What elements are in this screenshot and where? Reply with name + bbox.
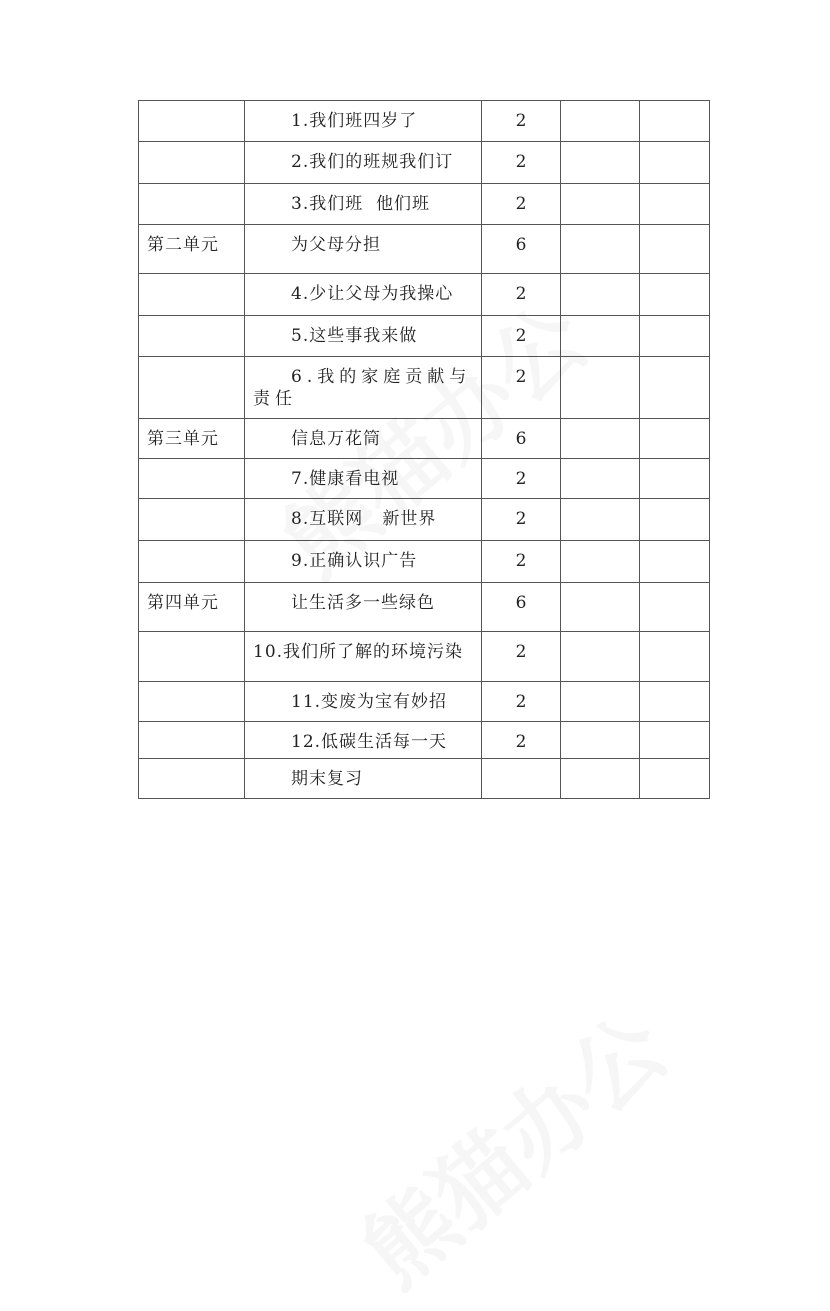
blank-cell [561, 541, 640, 583]
unit-cell: 第三单元 [139, 419, 245, 459]
hours-cell: 6 [482, 419, 561, 459]
lesson-cell: 让生活多一些绿色 [245, 583, 482, 632]
blank-cell [561, 722, 640, 759]
unit-cell: 第四单元 [139, 583, 245, 632]
lesson-cell: 3.我们班 他们班 [245, 184, 482, 225]
blank-cell [640, 583, 710, 632]
blank-cell [640, 682, 710, 722]
blank-cell [561, 499, 640, 541]
lesson-cell: 12.低碳生活每一天 [245, 722, 482, 759]
table-row [139, 225, 710, 274]
hours-cell: 2 [482, 316, 561, 357]
blank-cell [561, 583, 640, 632]
table-row [139, 499, 710, 541]
hours-cell: 2 [482, 499, 561, 541]
table-row [139, 541, 710, 583]
lesson-cell: 2.我们的班规我们订 [245, 142, 482, 184]
hours-cell: 2 [482, 184, 561, 225]
table-row [139, 274, 710, 316]
blank-cell [561, 274, 640, 316]
table-row [139, 142, 710, 184]
blank-cell [561, 101, 640, 142]
blank-cell [561, 225, 640, 274]
table-row [139, 632, 710, 682]
unit-cell [139, 357, 245, 419]
hours-cell: 2 [482, 541, 561, 583]
unit-cell [139, 142, 245, 184]
unit-cell [139, 759, 245, 799]
table-row [139, 722, 710, 759]
hours-cell: 2 [482, 682, 561, 722]
hours-cell: 2 [482, 101, 561, 142]
blank-cell [640, 759, 710, 799]
blank-cell [561, 682, 640, 722]
table-row [139, 682, 710, 722]
hours-cell: 2 [482, 459, 561, 499]
blank-cell [561, 316, 640, 357]
blank-cell [640, 274, 710, 316]
lesson-cell: 期末复习 [245, 759, 482, 799]
hours-cell: 6 [482, 225, 561, 274]
unit-cell [139, 499, 245, 541]
table-row [139, 419, 710, 459]
blank-cell [561, 184, 640, 225]
blank-cell [640, 499, 710, 541]
blank-cell [640, 722, 710, 759]
lesson-cell: 1.我们班四岁了 [245, 101, 482, 142]
blank-cell [640, 316, 710, 357]
blank-cell [640, 184, 710, 225]
unit-cell: 第二单元 [139, 225, 245, 274]
hours-cell: 2 [482, 357, 561, 419]
table-row [139, 459, 710, 499]
table-row [139, 101, 710, 142]
hours-cell: 2 [482, 274, 561, 316]
table-row [139, 583, 710, 632]
watermark [330, 980, 689, 1311]
table-row [139, 759, 710, 799]
unit-cell [139, 274, 245, 316]
lesson-cell: 7.健康看电视 [245, 459, 482, 499]
lesson-cell: 4.少让父母为我操心 [245, 274, 482, 316]
blank-cell [640, 419, 710, 459]
lesson-cell: 6.我的家庭贡献与责任 [245, 357, 482, 419]
table-row [139, 357, 710, 419]
unit-cell [139, 632, 245, 682]
hours-cell: 2 [482, 722, 561, 759]
unit-cell [139, 541, 245, 583]
unit-cell [139, 184, 245, 225]
blank-cell [640, 541, 710, 583]
blank-cell [640, 459, 710, 499]
blank-cell [640, 225, 710, 274]
blank-cell [561, 142, 640, 184]
unit-cell [139, 316, 245, 357]
lesson-cell: 信息万花筒 [245, 419, 482, 459]
unit-cell [139, 722, 245, 759]
lesson-cell: 5.这些事我来做 [245, 316, 482, 357]
blank-cell [640, 101, 710, 142]
hours-cell: 2 [482, 632, 561, 682]
blank-cell [640, 142, 710, 184]
table-row [139, 184, 710, 225]
hours-cell: 2 [482, 142, 561, 184]
unit-cell [139, 682, 245, 722]
blank-cell [640, 357, 710, 419]
lesson-cell: 11.变废为宝有妙招 [245, 682, 482, 722]
unit-cell [139, 101, 245, 142]
lesson-cell: 10.我们所了解的环境污染 [245, 632, 482, 682]
lesson-cell: 为父母分担 [245, 225, 482, 274]
blank-cell [561, 357, 640, 419]
lesson-schedule-table [138, 100, 710, 799]
unit-cell [139, 459, 245, 499]
hours-cell [482, 759, 561, 799]
lesson-cell: 9.正确认识广告 [245, 541, 482, 583]
lesson-cell: 8.互联网 新世界 [245, 499, 482, 541]
blank-cell [561, 419, 640, 459]
blank-cell [561, 459, 640, 499]
blank-cell [561, 632, 640, 682]
table-row [139, 316, 710, 357]
blank-cell [561, 759, 640, 799]
hours-cell: 6 [482, 583, 561, 632]
blank-cell [640, 632, 710, 682]
